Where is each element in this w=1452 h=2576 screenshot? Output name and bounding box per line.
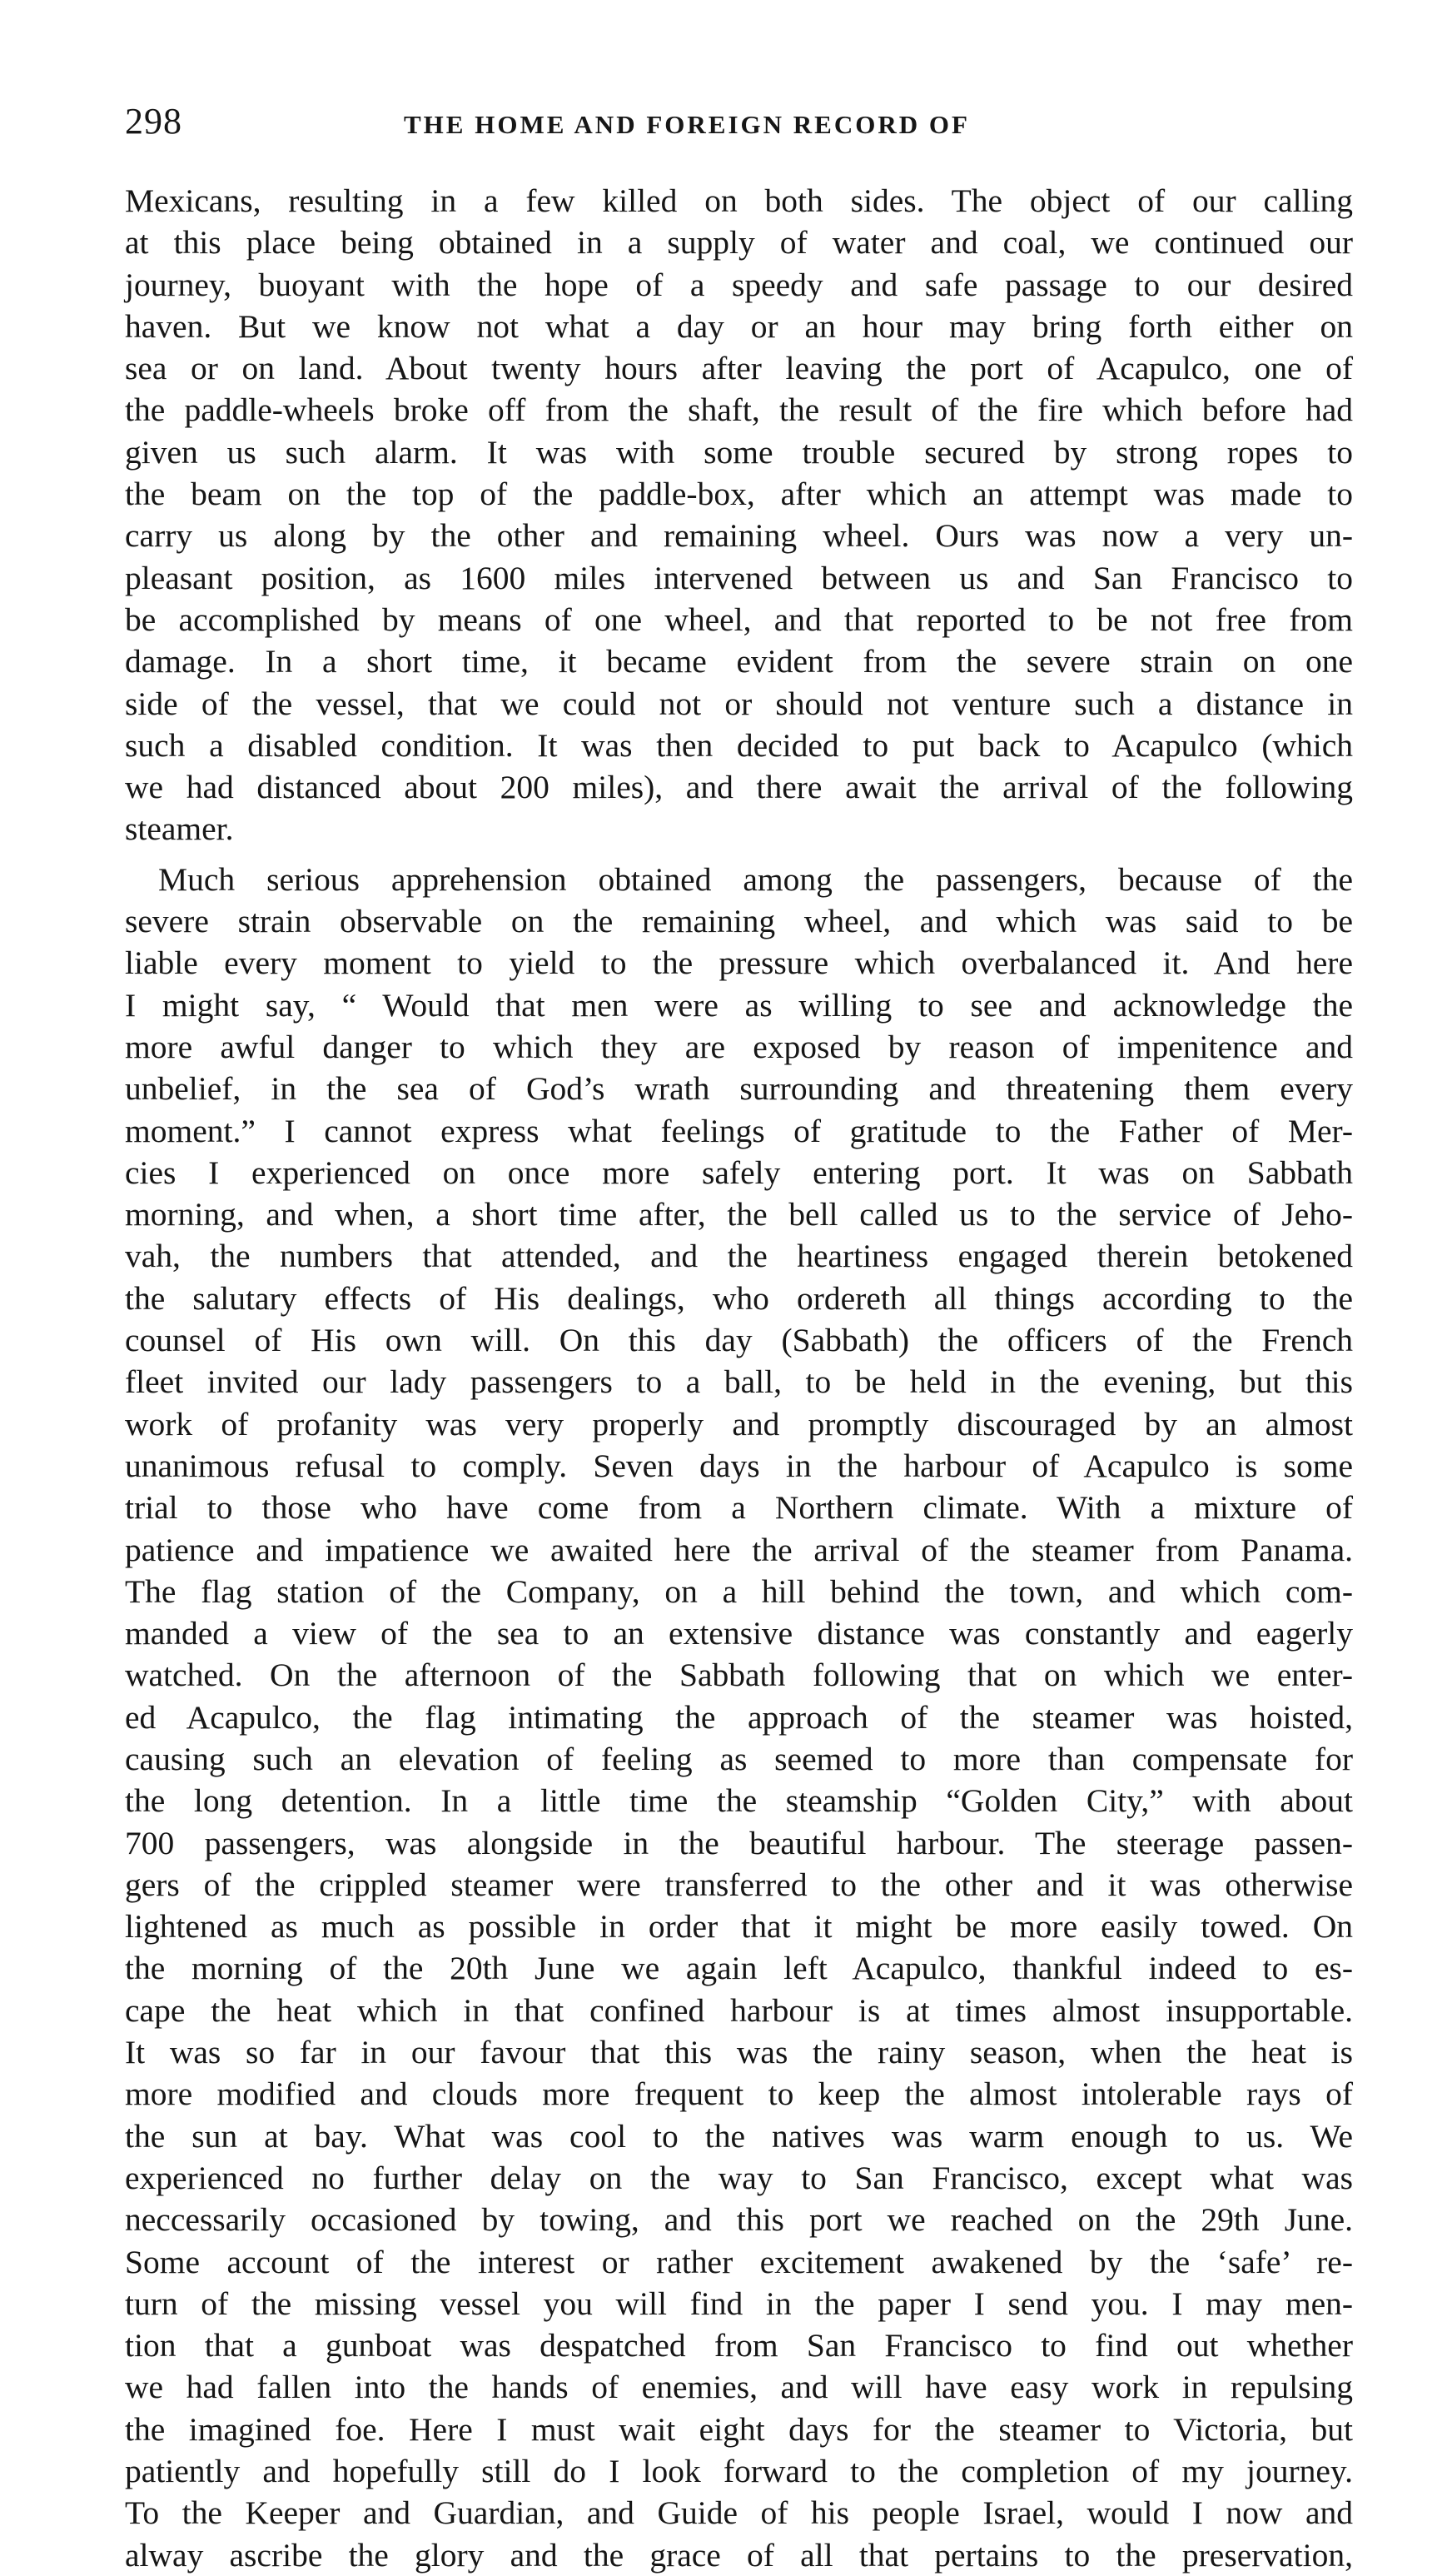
text-line: trial to those who have come from a Northern climate. With a mixture of	[125, 1489, 1353, 1527]
text-line: be accomplished by means of one wheel, and that reported to be not free from	[125, 600, 1353, 638]
text-line: tion that a gunboat was despatched from San Francisco to find out whether	[125, 2327, 1353, 2364]
page-header	[125, 100, 1353, 158]
text-line: causing such an elevation of feeling as seemed to more than compensate for	[125, 1740, 1353, 1777]
text-line: watched. On the afternoon of the Sabbath following that on which we enter-	[125, 1657, 1353, 1694]
text-line: I might say, “ Would that men were as willing to see and acknowledge the	[125, 986, 1353, 1024]
paragraph	[125, 180, 1353, 850]
text-line: severe strain observable on the remaining wheel, and which was said to be	[125, 903, 1353, 940]
text-line: 700 passengers, was alongside in the beautiful harbour. The steerage passen-	[125, 1824, 1353, 1861]
text-line: Much serious apprehension obtained among the passengers, because of the	[158, 860, 1353, 898]
text-line: manded a view of the sea to an extensive distance was constantly and eagerly	[125, 1615, 1353, 1652]
text-line: gers of the crippled steamer were transferred to the other and it was otherwise	[125, 1866, 1353, 1903]
page-number: 298	[125, 101, 182, 142]
text-line: alway ascribe the glory and the grace of all that pertains to the preservation,	[125, 2536, 1353, 2574]
text-line: neccessarily occasioned by towing, and this port we reached on the 29th June.	[125, 2201, 1353, 2239]
text-line: given us such alarm. It was with some trouble secured by strong ropes to	[125, 433, 1353, 471]
text-line: Mexicans, resulting in a few killed on both sides. The object of our calling	[125, 182, 1353, 219]
text-line: the beam on the top of the paddle-box, after which an attempt was made to	[125, 476, 1353, 513]
text-line: the salutary effects of His dealings, who ordereth all things according to the	[125, 1279, 1353, 1317]
text-line: the sun at bay. What was cool to the natives was warm enough to us. We	[125, 2117, 1353, 2155]
paragraph	[125, 859, 1353, 2576]
text-line: cies I experienced on once more safely entering port. It was on Sabbath	[125, 1153, 1353, 1191]
text-line: we had distanced about 200 miles), and there await the arrival of the following	[125, 769, 1353, 806]
text-line: It was so far in our favour that this was the rainy season, when the heat is	[125, 2034, 1353, 2071]
text-line: journey, buoyant with the hope of a speedy and safe passage to our desired	[125, 266, 1353, 303]
text-line: haven. But we know not what a day or an hour may bring forth either on	[125, 307, 1353, 345]
text-line: more awful danger to which they are exposed by reason of impenitence and	[125, 1028, 1353, 1065]
text-line: carry us along by the other and remaining wheel. Ours was now a very un-	[125, 517, 1353, 555]
text-line: morning, and when, a short time after, the bell called us to the service of Jeho-	[125, 1196, 1353, 1233]
text-line: the morning of the 20th June we again left Acapulco, thankful indeed to es-	[125, 1950, 1353, 1987]
text-line: patience and impatience we awaited here the arrival of the steamer from Panama.	[125, 1531, 1353, 1568]
text-line: vah, the numbers that attended, and the heartiness engaged therein betokened	[125, 1238, 1353, 1275]
text-line: fleet invited our lady passengers to a ball, to be held in the evening, but this	[125, 1363, 1353, 1401]
text-line: side of the vessel, that we could not or should not venture such a distance in	[125, 685, 1353, 722]
text-line: the long detention. In a little time the steamship “Golden City,” with about	[125, 1782, 1353, 1820]
text-line: moment.” I cannot express what feelings of gratitude to the Father of Mer-	[125, 1112, 1353, 1149]
text-line: steamer.	[125, 810, 234, 848]
text-line: The flag station of the Company, on a hill behind the town, and which com-	[125, 1572, 1353, 1610]
text-line: we had fallen into the hands of enemies, and will have easy work in repulsing	[125, 2369, 1353, 2406]
text-line: patiently and hopefully still do I look forward to the completion of my journey.	[125, 2453, 1353, 2490]
text-line: Some account of the interest or rather excitement awakened by the ‘safe’ re-	[125, 2243, 1353, 2280]
running-title: THE HOME AND FOREIGN RECORD OF	[404, 110, 970, 139]
text-line: turn of the missing vessel you will find in the paper I send you. I may men-	[125, 2285, 1353, 2322]
text-line: more modified and clouds more frequent to keep the almost intolerable rays of	[125, 2075, 1353, 2113]
text-line: liable every moment to yield to the pressure which overbalanced it. And here	[125, 944, 1353, 982]
text-line: To the Keeper and Guardian, and Guide of his people Israel, would I now and	[125, 2494, 1353, 2532]
text-line: counsel of His own will. On this day (Sabbath) the officers of the French	[125, 1322, 1353, 1359]
text-line: pleasant position, as 1600 miles intervened between us and San Francisco to	[125, 559, 1353, 596]
text-line: ed Acapulco, the flag intimating the approach of the steamer was hoisted,	[125, 1698, 1353, 1736]
paragraph-gap	[125, 850, 1353, 859]
text-line: unanimous refusal to comply. Seven days in the harbour of Acapulco is some	[125, 1447, 1353, 1484]
body-text	[125, 180, 1353, 2576]
text-line: such a disabled condition. It was then decided to put back to Acapulco (which	[125, 726, 1353, 764]
text-line: sea or on land. About twenty hours after leaving the port of Acapulco, one of	[125, 350, 1353, 387]
text-line: cape the heat which in that confined harbour is at times almost insupportable.	[125, 1991, 1353, 2029]
text-line: work of profanity was very properly and promptly discouraged by an almost	[125, 1405, 1353, 1442]
text-line: the paddle-wheels broke off from the shaft, the result of the fire which before had	[125, 391, 1353, 429]
page	[125, 100, 1353, 2576]
text-line: the imagined foe. Here I must wait eight days for the steamer to Victoria, but	[125, 2410, 1353, 2448]
text-line: lightened as much as possible in order that it might be more easily towed. On	[125, 1908, 1353, 1946]
text-line: at this place being obtained in a supply of water and coal, we continued our	[125, 224, 1353, 262]
text-line: experienced no further delay on the way to San Francisco, except what was	[125, 2159, 1353, 2196]
text-line: damage. In a short time, it became evident from the severe strain on one	[125, 643, 1353, 680]
text-line: unbelief, in the sea of God’s wrath surrounding and threatening them every	[125, 1070, 1353, 1108]
